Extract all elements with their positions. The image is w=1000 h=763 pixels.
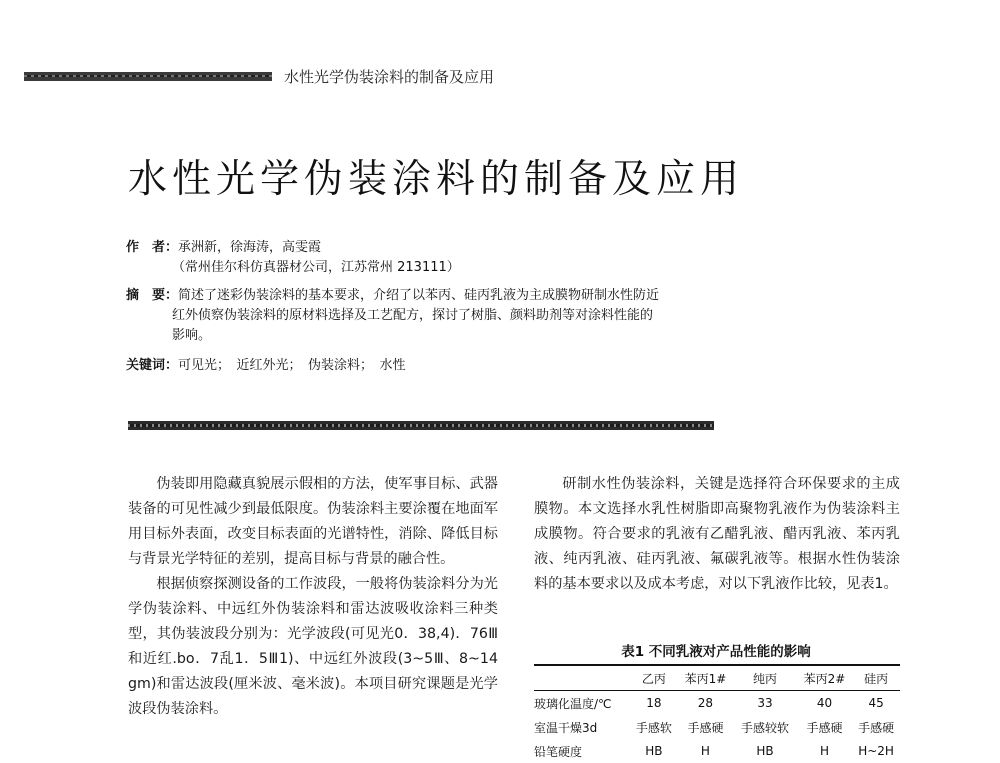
right-paragraph-1: 研制水性伪装涂料，关键是选择符合环保要求的主成膜物。本文选择水乳性树脂即高聚物乳液作为伪装涂料主成膜物。符合要求的乳液有乙醋乳液、醋丙乳液、苯丙乳液、纯丙乳液、硅丙乳液、氟碳乳液等。根据水性伪装涂料的基本要求以及成本考虑，对以下乳液作比较，见表1。 — [534, 476, 900, 592]
table-caption: 表1 不同乳液对产品性能的影响 — [621, 644, 811, 660]
table-header-cell: 纯丙 — [752, 671, 777, 686]
table-cell: 手感硬 — [858, 720, 895, 735]
table-header-cell: 乙丙 — [641, 671, 666, 686]
keywords-label: 关键词： — [126, 358, 179, 373]
table-cell: 40 — [816, 696, 833, 710]
paper-title: 水性光学伪装涂料的制备及应用 — [128, 157, 745, 202]
abstract-block — [126, 286, 659, 346]
section-divider — [128, 421, 714, 430]
table-header-cell — [534, 665, 630, 691]
table-cell: 手感较软 — [740, 720, 789, 735]
table-cell: H~2H — [858, 744, 894, 758]
table-cell: HB — [645, 744, 663, 758]
table-header-cell: 苯丙2# — [803, 671, 846, 686]
table-row — [534, 739, 900, 763]
table-1 — [534, 664, 900, 763]
table-row — [534, 715, 900, 739]
running-header: 水性光学伪装涂料的制备及应用 — [284, 68, 495, 86]
abstract-line-3: 影响。 — [172, 328, 212, 343]
table-cell: H — [700, 744, 710, 758]
left-paragraph-2: 根据侦察探测设备的工作波段，一般将伪装涂料分为光学伪装涂料、中远红外伪装涂料和雷达波吸收涂料三种类型，其伪装波段分别为：光学波段(可见光0．38,4)．76Ⅲ和近红.bo．7乱1．5Ⅲ1)、中远红外波段(3~5Ⅲ、8~14 gm)和雷达波段(厘米波、毫米波)。本项目研究课题是光学波段伪装涂料。 — [128, 576, 498, 717]
left-paragraph-1: 伪装即用隐藏真貌展示假相的方法，使军事目标、武器装备的可见性减少到最低限度。伪装涂料主要涂覆在地面军用目标外表面，改变目标表面的光谱特性，消除、降低目标与背景光学特征的差别，提高目标与背景的融合性。 — [128, 476, 498, 567]
table-cell: 手感软 — [635, 720, 672, 735]
right-column — [534, 472, 900, 597]
table-cell: H — [819, 744, 829, 758]
table-cell: HB — [756, 744, 774, 758]
table-cell: 28 — [697, 696, 714, 710]
running-header-decoration — [24, 72, 272, 81]
authors-label: 作 者： — [126, 240, 179, 255]
authors-names: 承洲新，徐海涛，高雯霞 — [178, 240, 322, 255]
abstract-line-1: 简述了迷彩伪装涂料的基本要求，介绍了以苯丙、硅丙乳液为主成膜物研制水性防近 — [178, 288, 660, 303]
keywords-text: 可见光； 近红外光； 伪装涂料； 水性 — [178, 358, 406, 373]
table-row — [534, 691, 900, 716]
table-cell: 铅笔硬度 — [534, 744, 583, 759]
table-cell: 玻璃化温度/℃ — [534, 696, 612, 711]
table-cell: 手感硬 — [687, 720, 724, 735]
table-header-cell: 苯丙1# — [684, 671, 727, 686]
table-cell: 室温干燥3d — [534, 720, 598, 735]
abstract-label: 摘 要： — [126, 288, 179, 303]
authors-affiliation: （常州佳尔科仿真器材公司，江苏常州 213111） — [172, 260, 460, 275]
table-cell: 手感硬 — [806, 720, 843, 735]
left-column — [128, 472, 498, 722]
table-header-cell: 硅丙 — [864, 671, 889, 686]
table-cell: 45 — [868, 696, 884, 710]
abstract-line-2: 红外侦察伪装涂料的原材料选择及工艺配方，探讨了树脂、颜料助剂等对涂料性能的 — [172, 308, 654, 323]
table-cell: 33 — [757, 696, 773, 710]
authors-block — [126, 238, 460, 278]
keywords-block — [126, 356, 406, 376]
table-header-row — [534, 665, 900, 691]
table-cell: 18 — [646, 696, 662, 710]
